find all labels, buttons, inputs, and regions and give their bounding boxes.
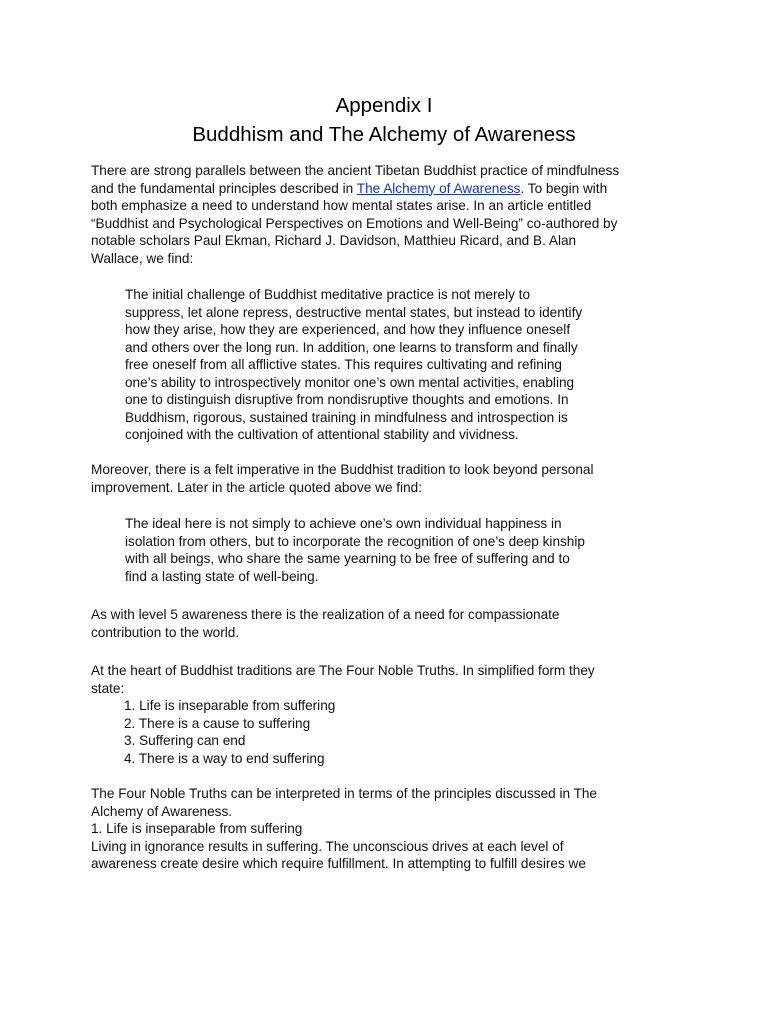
noble-truths-list	[124, 697, 524, 767]
paragraph-line: awareness create desire which require fulfillment. In attempting to fulfill desires we	[91, 856, 586, 871]
list-item: 2. There is a cause to suffering	[124, 715, 311, 731]
block-quote-mindfulness	[125, 286, 685, 444]
paragraph-moreover	[91, 461, 681, 496]
quote-line: isolation from others, but to incorporate the recognition of one’s deep kinship	[125, 533, 585, 549]
quote-line: conjoined with the cultivation of attentional stability and vividness.	[125, 427, 519, 442]
paragraph-interpretation	[91, 785, 681, 873]
paragraph-line: Living in ignorance results in suffering. The unconscious drives at each level of	[91, 838, 564, 854]
paragraph-noble-truths	[91, 662, 681, 697]
intro-line	[91, 180, 681, 198]
intro-line: “Buddhist and Psychological Perspectives on Emotions and Well-Being” co-authored by	[91, 215, 618, 231]
intro-paragraph	[91, 162, 681, 267]
paragraph-line: Alchemy of Awareness.	[91, 803, 233, 819]
paragraph-line: contribution to the world.	[91, 624, 240, 640]
intro-line: There are strong parallels between the ancient Tibetan Buddhist practice of mindfulness	[91, 163, 620, 178]
quote-line: with all beings, who share the same yearning to be free of suffering and to	[125, 551, 570, 566]
paragraph-line: As with level 5 awareness there is the realization of a need for compassionate	[91, 607, 560, 622]
paragraph-level5	[91, 606, 681, 641]
quote-line: The ideal here is not simply to achieve one’s own individual happiness in	[125, 516, 562, 531]
list-item: 4. There is a way to end suffering	[124, 750, 325, 766]
paragraph-line: improvement. Later in the article quoted above we find:	[91, 479, 422, 495]
title-heading: Buddhism and The Alchemy of Awareness	[192, 123, 576, 146]
quote-line: and others over the long run. In addition, one learns to transform and finally	[125, 339, 578, 355]
paragraph-line: The Four Noble Truths can be interpreted in terms of the principles discussed in The	[91, 786, 597, 801]
quote-line: suppress, let alone repress, destructive mental states, but instead to identify	[125, 304, 583, 320]
paragraph-line: At the heart of Buddhist traditions are The Four Noble Truths. In simplified form they	[91, 663, 595, 678]
intro-line: Wallace, we find:	[91, 250, 194, 266]
quote-line: free oneself from all afflictive states. This requires cultivating and refining	[125, 357, 562, 372]
quote-line: find a lasting state of well-being.	[125, 568, 319, 584]
quote-line: how they arise, how they are experienced, and how they influence oneself	[125, 322, 571, 337]
quote-line: The initial challenge of Buddhist meditative practice is not merely to	[125, 287, 530, 302]
intro-line: notable scholars Paul Ekman, Richard J. Davidson, Matthieu Ricard, and B. Alan	[91, 233, 577, 248]
alchemy-link[interactable]: The Alchemy of Awareness	[356, 180, 521, 196]
block-quote-ideal	[125, 515, 685, 585]
quote-line: one’s ability to introspectively monitor one’s own mental activities, enabling	[125, 374, 575, 390]
page-title	[0, 91, 768, 149]
list-item: 1. Life is inseparable from suffering	[124, 698, 336, 713]
paragraph-line: 1. Life is inseparable from suffering	[91, 821, 303, 836]
intro-text: and the fundamental principles described in	[91, 180, 357, 196]
quote-line: Buddhism, rigorous, sustained training in mindfulness and introspection is	[125, 409, 568, 425]
paragraph-line: Moreover, there is a felt imperative in the Buddhist tradition to look beyond personal	[91, 462, 594, 477]
list-item: 3. Suffering can end	[124, 733, 246, 748]
intro-text: . To begin with	[520, 180, 608, 196]
intro-line: both emphasize a need to understand how mental states arise. In an article entitled	[91, 198, 592, 213]
paragraph-line: state:	[91, 680, 125, 696]
title-appendix: Appendix I	[335, 94, 433, 117]
quote-line: one to distinguish disruptive from nondisruptive thoughts and emotions. In	[125, 392, 569, 407]
